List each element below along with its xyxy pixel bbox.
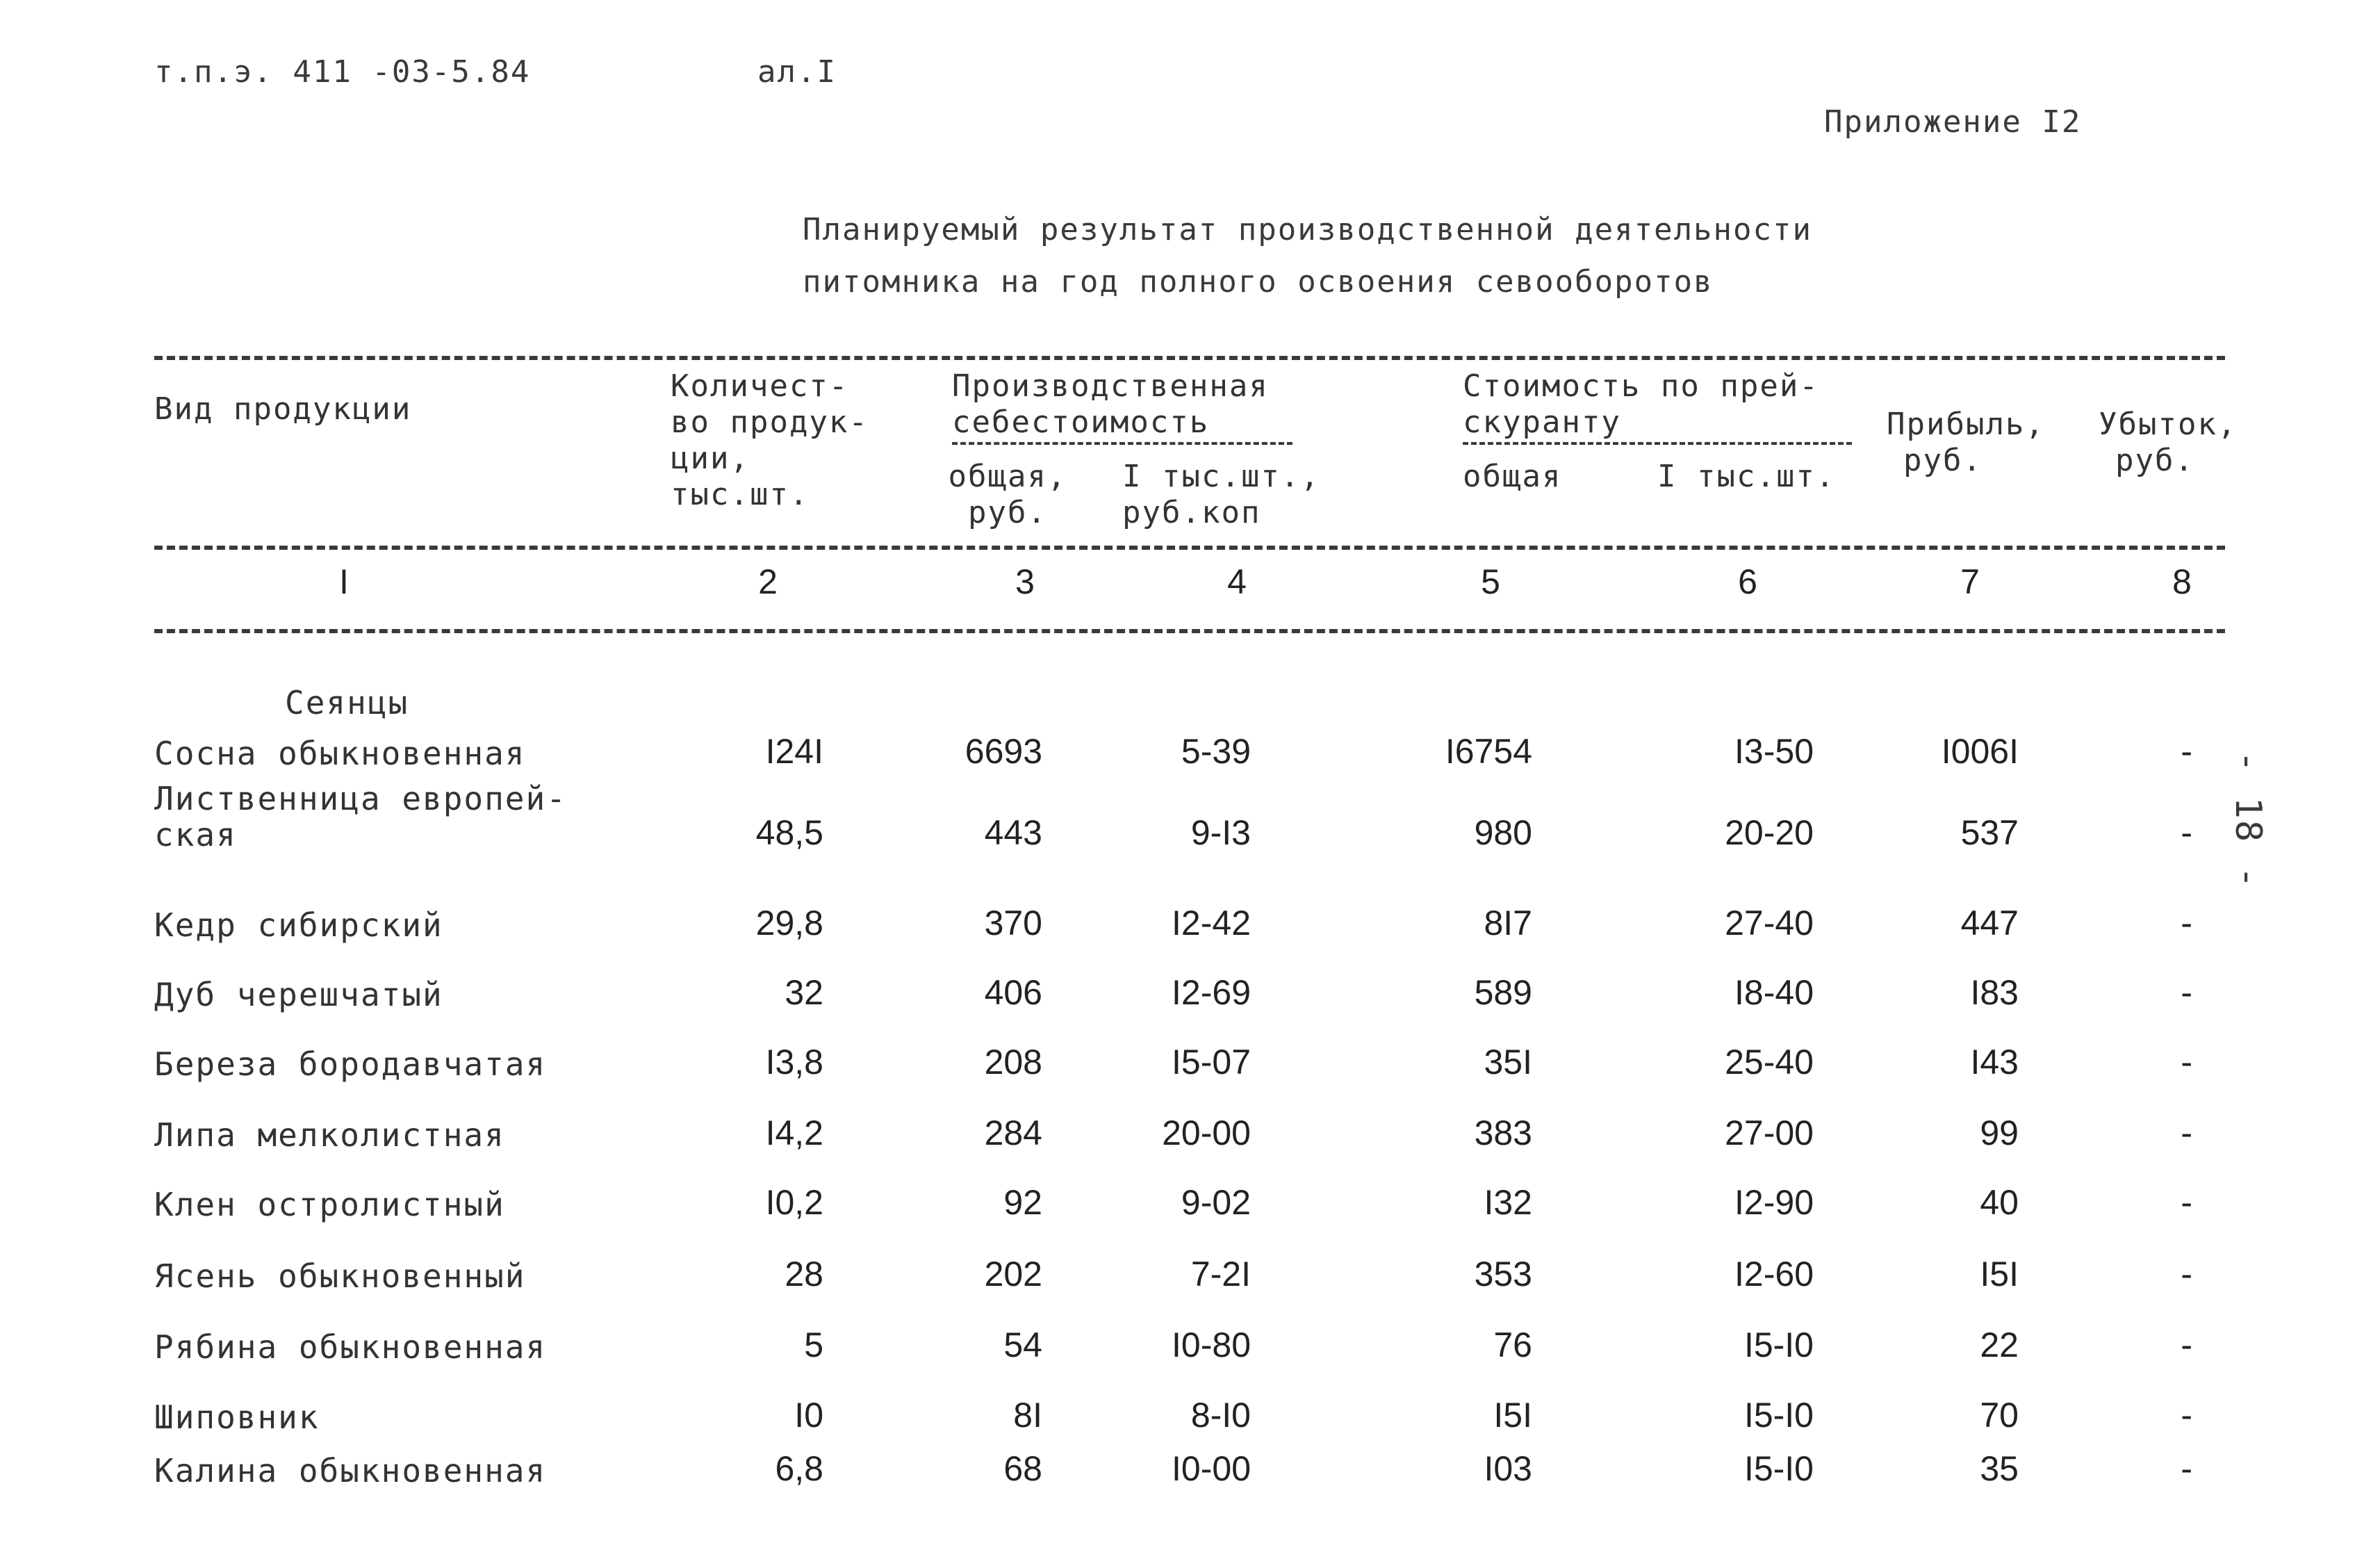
cell-cost-total: 208 — [984, 1043, 1042, 1081]
cell-product-name — [154, 1046, 546, 1082]
header-bottom-rule — [154, 546, 2225, 550]
cell-quantity: 32 — [785, 973, 823, 1012]
col-number-3: 3 — [1015, 562, 1035, 601]
cell-price-unit: I3-50 — [1734, 732, 1814, 771]
col-numbers-bottom-rule — [154, 629, 2225, 633]
col-number-2: 2 — [758, 562, 778, 601]
cell-quantity: 5 — [804, 1325, 823, 1364]
cell-price-total: 35I — [1484, 1043, 1532, 1081]
cell-profit: I43 — [1970, 1043, 2019, 1081]
col-header-product: Вид продукции — [154, 391, 412, 427]
cell-price-total: I6754 — [1445, 732, 1532, 771]
col-number-5: 5 — [1481, 562, 1500, 601]
cell-cost-total: 54 — [1003, 1325, 1042, 1364]
title-line-1: Планируемый результат производственной деятельности — [803, 212, 1813, 247]
product-name-line: Кедр сибирский — [154, 906, 443, 944]
cell-price-total: 383 — [1474, 1113, 1532, 1152]
cell-cost-unit: I0-80 — [1172, 1325, 1251, 1364]
cell-profit: I83 — [1970, 973, 2019, 1012]
col-header-loss: Убыток, руб. — [2099, 407, 2238, 478]
group-label: Сеянцы — [285, 684, 409, 721]
product-name-line: Калина обыкновенная — [154, 1452, 547, 1489]
cell-profit: I006I — [1941, 732, 2019, 771]
cell-cost-total: 284 — [984, 1113, 1042, 1152]
cell-quantity: I0,2 — [765, 1183, 823, 1222]
cell-quantity: 28 — [785, 1255, 823, 1293]
cell-price-unit: I2-60 — [1734, 1255, 1814, 1293]
cell-profit: 537 — [1960, 813, 2019, 852]
col-header-cost-total: общая, руб. — [948, 459, 1067, 530]
cell-loss: - — [2181, 1113, 2192, 1152]
cell-loss: - — [2181, 1449, 2192, 1488]
side-page-number: - 18 - — [2227, 751, 2269, 890]
col-header-cost-unit: I тыс.шт., руб.коп — [1122, 459, 1320, 530]
cell-cost-unit: 5-39 — [1181, 732, 1251, 771]
cell-price-total: 353 — [1474, 1255, 1532, 1293]
cell-loss: - — [2181, 1183, 2192, 1222]
col-header-price-unit: I тыс.шт. — [1657, 459, 1836, 494]
product-name-line: Рябина обыкновенная — [154, 1328, 547, 1366]
doc-code: т.п.э. 411 -03-5.84 — [154, 54, 531, 90]
cell-price-total: I03 — [1484, 1449, 1532, 1488]
appendix-label: Приложение I2 — [1824, 104, 2082, 140]
cell-cost-unit: 9-I3 — [1190, 813, 1251, 852]
title-line-2: питомника на год полного освоения севооборотов — [803, 264, 1714, 300]
cell-product-name — [154, 781, 567, 853]
cell-price-unit: I5-I0 — [1743, 1396, 1814, 1435]
cell-product-name — [154, 1329, 546, 1365]
cell-price-total: 589 — [1474, 973, 1532, 1012]
cell-loss: - — [2181, 1255, 2192, 1293]
cell-loss: - — [2181, 973, 2192, 1012]
product-name-line: Липа мелколистная — [154, 1116, 505, 1154]
cell-price-unit: 25-40 — [1725, 1043, 1814, 1081]
cell-profit: 40 — [1980, 1183, 2019, 1222]
cell-cost-total: 443 — [984, 813, 1042, 852]
cell-profit: I5I — [1980, 1255, 2019, 1293]
cell-product-name — [154, 907, 443, 943]
cell-profit: 447 — [1960, 904, 2019, 942]
product-name-line: Дуб черешчатый — [154, 976, 443, 1013]
cell-price-unit: I2-90 — [1734, 1183, 1814, 1222]
cell-product-name — [154, 735, 526, 772]
col-number-1: I — [339, 562, 349, 601]
cell-cost-unit: 20-00 — [1162, 1113, 1251, 1152]
cost-group-underline — [952, 442, 1292, 445]
cell-profit: 70 — [1980, 1396, 2019, 1435]
col-header-profit: Прибыль, руб. — [1887, 407, 2045, 478]
cell-product-name — [154, 1399, 320, 1435]
cell-profit: 22 — [1980, 1325, 2019, 1364]
cell-product-name — [154, 1117, 505, 1153]
cell-cost-unit: I2-42 — [1172, 904, 1251, 942]
cell-price-total: 76 — [1493, 1325, 1532, 1364]
cell-quantity: I0 — [794, 1396, 823, 1435]
cell-quantity: 29,8 — [755, 904, 823, 942]
cell-price-unit: 27-00 — [1725, 1113, 1814, 1152]
cell-cost-total: 8I — [1013, 1396, 1042, 1435]
col-number-7: 7 — [1960, 562, 1980, 601]
cell-cost-total: 202 — [984, 1255, 1042, 1293]
cell-cost-total: 68 — [1003, 1449, 1042, 1488]
cell-price-unit: 27-40 — [1725, 904, 1814, 942]
cell-quantity: I4,2 — [765, 1113, 823, 1152]
cell-product-name — [154, 1258, 526, 1294]
cell-price-unit: I8-40 — [1734, 973, 1814, 1012]
cell-cost-unit: I5-07 — [1172, 1043, 1251, 1081]
product-name-line: Шиповник — [154, 1398, 320, 1436]
cell-price-unit: I5-I0 — [1743, 1325, 1814, 1364]
cell-cost-total: 370 — [984, 904, 1042, 942]
cell-quantity: 6,8 — [775, 1449, 823, 1488]
price-group-underline — [1463, 442, 1852, 445]
col-number-4: 4 — [1227, 562, 1247, 601]
cell-cost-total: 92 — [1003, 1183, 1042, 1222]
cell-cost-total: 6693 — [965, 732, 1042, 771]
table-top-rule — [154, 356, 2225, 360]
cell-price-unit: I5-I0 — [1743, 1449, 1814, 1488]
cell-loss: - — [2181, 904, 2192, 942]
cell-cost-unit: 8-I0 — [1190, 1396, 1251, 1435]
cell-cost-unit: I0-00 — [1172, 1449, 1251, 1488]
cell-product-name — [154, 1453, 546, 1489]
cell-loss: - — [2181, 1396, 2192, 1435]
cell-price-total: 8I7 — [1484, 904, 1532, 942]
product-name-line: ская — [154, 816, 237, 854]
product-name-line: Береза бородавчатая — [154, 1045, 547, 1083]
cell-loss: - — [2181, 1325, 2192, 1364]
cell-price-total: I5I — [1493, 1396, 1532, 1435]
cell-loss: - — [2181, 732, 2192, 771]
cell-loss: - — [2181, 813, 2192, 852]
cell-cost-unit: 7-2I — [1190, 1255, 1251, 1293]
cell-price-total: I32 — [1484, 1183, 1532, 1222]
cell-cost-unit: 9-02 — [1181, 1183, 1251, 1222]
cell-price-unit: 20-20 — [1725, 813, 1814, 852]
product-name-line: Лиственница европей- — [154, 780, 567, 817]
product-name-line: Клен остролистный — [154, 1186, 505, 1223]
cell-quantity: I3,8 — [765, 1043, 823, 1081]
col-header-production-cost: Производственная себестоимость — [952, 368, 1269, 440]
cell-profit: 35 — [1980, 1449, 2019, 1488]
cell-price-total: 980 — [1474, 813, 1532, 852]
col-header-price-list: Стоимость по прей- скуранту — [1463, 368, 1819, 440]
cell-loss: - — [2181, 1043, 2192, 1081]
col-header-quantity: Количест- во продук- ции, тыс.шт. — [671, 368, 869, 512]
col-header-price-total: общая — [1463, 459, 1562, 494]
cell-quantity: 48,5 — [755, 813, 823, 852]
product-name-line: Сосна обыкновенная — [154, 735, 526, 772]
cell-quantity: I24I — [765, 732, 823, 771]
cell-cost-unit: I2-69 — [1172, 973, 1251, 1012]
product-name-line: Ясень обыкновенный — [154, 1257, 526, 1295]
col-number-8: 8 — [2172, 562, 2192, 601]
col-number-6: 6 — [1738, 562, 1757, 601]
sheet-label: ал.I — [757, 54, 837, 90]
cell-product-name — [154, 977, 443, 1013]
cell-profit: 99 — [1980, 1113, 2019, 1152]
cell-cost-total: 406 — [984, 973, 1042, 1012]
cell-product-name — [154, 1186, 505, 1223]
